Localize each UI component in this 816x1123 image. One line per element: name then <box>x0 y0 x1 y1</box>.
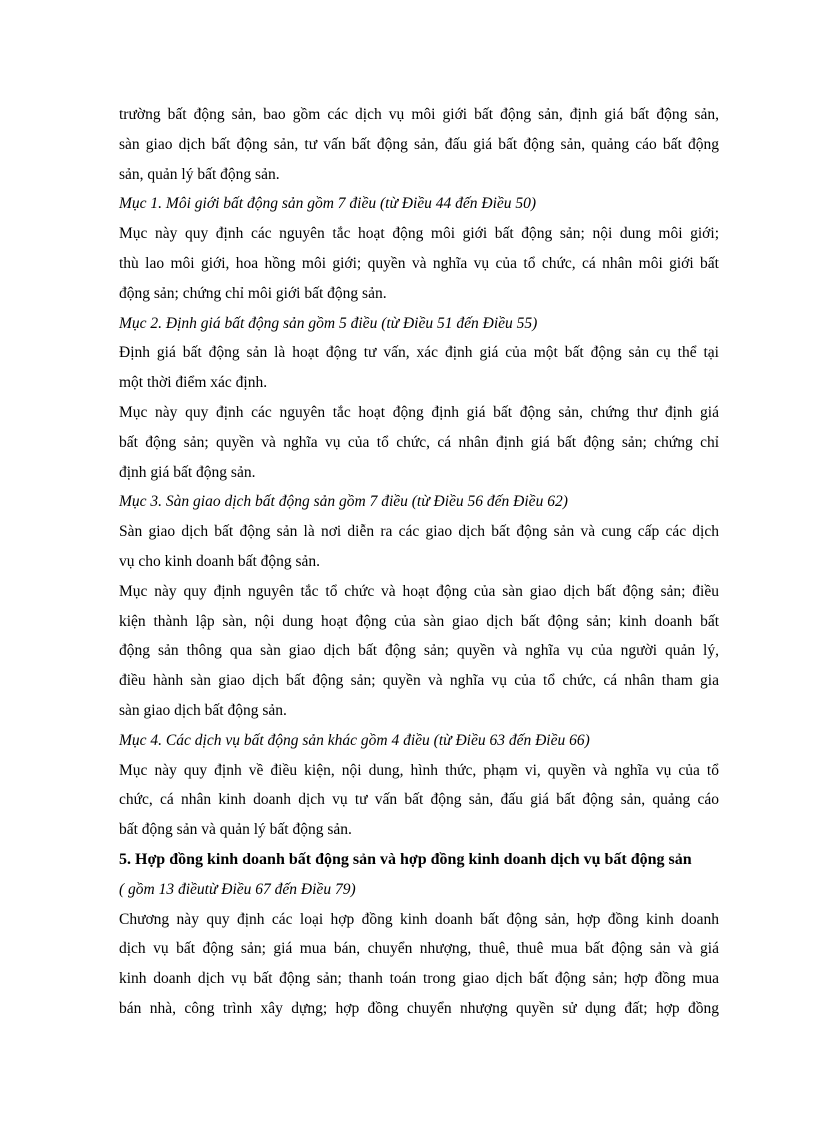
chapter-heading-5: 5. Hợp đồng kinh doanh bất động sản và hợp đồng kinh doanh dịch vụ bất động sản <box>119 850 692 868</box>
paragraph-line: Chương này quy định các loại hợp đồng kinh doanh bất động sản, hợp đồng kinh doanh <box>119 910 719 928</box>
chapter-subheading: ( gồm 13 điềutừ Điều 67 đến Điều 79) <box>119 880 356 898</box>
paragraph-line: Mục này quy định các nguyên tắc hoạt động định giá bất động sản, chứng thư định giá <box>119 403 719 421</box>
paragraph-line: dịch vụ bất động sản; giá mua bán, chuyển nhượng, thuê, thuê mua bất động sản và giá <box>119 940 719 958</box>
section-heading-muc-1: Mục 1. Môi giới bất động sản gồm 7 điều (từ Điều 44 đến Điều 50) <box>119 195 537 213</box>
paragraph-line: kinh doanh dịch vụ bất động sản; thanh toán trong giao dịch bất động sản; hợp đồng mua <box>119 970 719 988</box>
paragraph-line: Mục này quy định nguyên tắc tổ chức và hoạt động của sàn giao dịch bất động sản; điều <box>119 582 719 600</box>
paragraph-line: kiện thành lập sàn, nội dung hoạt động của sàn giao dịch bất động sản; kinh doanh bất <box>119 612 719 630</box>
paragraph-line: trường bất động sản, bao gồm các dịch vụ môi giới bất động sản, định giá bất động sản, <box>119 106 719 123</box>
section-heading-muc-4: Mục 4. Các dịch vụ bất động sản khác gồm 4 điều (từ Điều 63 đến Điều 66) <box>119 731 590 749</box>
paragraph-line: định giá bất động sản. <box>119 463 256 481</box>
paragraph-line: sản, quản lý bất động sản. <box>119 165 280 183</box>
section-heading-muc-2: Mục 2. Định giá bất động sản gồm 5 điều (từ Điều 51 đến Điều 55) <box>119 314 538 332</box>
paragraph-line: động sản thông qua sàn giao dịch bất động sản; quyền và nghĩa vụ của người quản lý, <box>119 642 719 660</box>
paragraph-line: bất động sản; quyền và nghĩa vụ của tổ chức, cá nhân định giá bất động sản; chứng chỉ <box>119 433 719 451</box>
paragraph-line: Mục này quy định về điều kiện, nội dung, hình thức, phạm vi, quyền và nghĩa vụ của tổ <box>119 761 719 779</box>
paragraph-line: Mục này quy định các nguyên tắc hoạt động môi giới bất động sản; nội dung môi giới; <box>119 225 719 243</box>
paragraph-line: Định giá bất động sản là hoạt động tư vấn, xác định giá của một bất động sản cụ thể tại <box>119 344 719 362</box>
paragraph-line: bất động sản và quản lý bất động sản. <box>119 821 352 839</box>
paragraph-line: động sản; chứng chỉ môi giới bất động sản. <box>119 284 387 302</box>
paragraph-line: bán nhà, công trình xây dựng; hợp đồng chuyển nhượng quyền sử dụng đất; hợp đồng <box>119 999 719 1017</box>
paragraph-line: một thời điểm xác định. <box>119 374 268 392</box>
section-heading-muc-3: Mục 3. Sàn giao dịch bất động sản gồm 7 điều (từ Điều 56 đến Điều 62) <box>119 493 568 511</box>
paragraph-line: sàn giao dịch bất động sản, tư vấn bất động sản, đấu giá bất động sản, quảng cáo bất động <box>119 135 719 153</box>
paragraph-line: chức, cá nhân kinh doanh dịch vụ tư vấn bất động sản, đấu giá bất động sản, quảng cáo <box>119 791 719 809</box>
paragraph-line: điều hành sàn giao dịch bất động sản; quyền và nghĩa vụ của tổ chức, cá nhân tham gia <box>119 672 719 690</box>
paragraph-line: vụ cho kinh doanh bất động sản. <box>119 552 321 570</box>
paragraph-line: thù lao môi giới, hoa hồng môi giới; quyền và nghĩa vụ của tổ chức, cá nhân môi giới bất <box>119 254 719 272</box>
document-page <box>119 100 719 1024</box>
paragraph-line: Sàn giao dịch bất động sản là nơi diễn ra các giao dịch bất động sản và cung cấp các dịch <box>119 523 719 541</box>
paragraph-line: sàn giao dịch bất động sản. <box>119 701 287 719</box>
